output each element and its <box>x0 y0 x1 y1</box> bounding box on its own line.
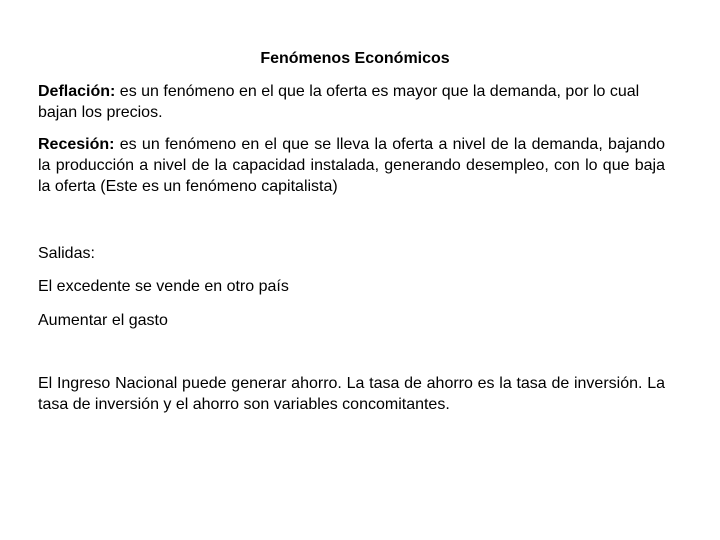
recesion-term: Recesión: <box>38 136 115 153</box>
deflacion-paragraph <box>38 81 665 123</box>
salidas-heading: Salidas: <box>38 245 95 262</box>
ingreso-nacional-paragraph: El Ingreso Nacional puede generar ahorro. La tasa de ahorro es la tasa de inversión. La tasa de inversión y el ahorro son variables concomitantes. <box>38 375 665 413</box>
recesion-paragraph <box>38 134 665 197</box>
recesion-definition: es un fenómeno en el que se lleva la oferta a nivel de la demanda, bajando la producción a nivel de la capacidad instalada, generando desempleo, con lo que baja la oferta (Este es un fenómeno capitalista) <box>38 136 665 195</box>
deflacion-definition: es un fenómeno en el que la oferta es mayor que la demanda, por lo cual bajan los precios. <box>38 83 640 121</box>
salidas-item-excedente: El excedente se vende en otro país <box>38 278 289 295</box>
salidas-item-gasto: Aumentar el gasto <box>38 312 168 329</box>
deflacion-term: Deflación: <box>38 83 116 100</box>
page-title: Fenómenos Económicos <box>260 50 450 67</box>
